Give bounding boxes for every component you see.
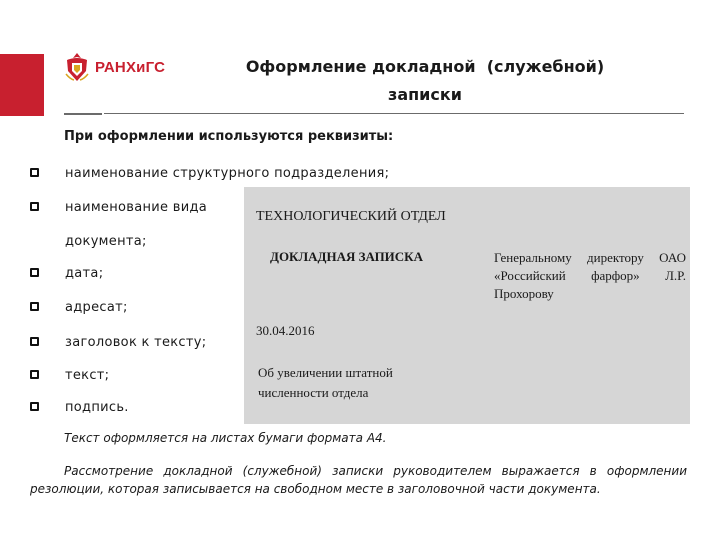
emblem-icon bbox=[64, 52, 90, 82]
bullet-icon bbox=[30, 337, 39, 346]
logo-text: РАНХиГС bbox=[95, 58, 166, 76]
resolution-paragraph: Рассмотрение докладной (служебной) записки руководителем выражается в оформлении резолюции, которая записывается на свободном месте в заголовочной части документа. bbox=[30, 464, 687, 496]
example-doc-type: ДОКЛАДНАЯ ЗАПИСКА bbox=[270, 249, 423, 264]
example-document bbox=[244, 187, 690, 424]
bullet-icon bbox=[30, 302, 39, 311]
title-line-1: Оформление докладной (служебной) bbox=[245, 57, 605, 76]
bullet-icon bbox=[30, 370, 39, 379]
divider-long bbox=[104, 113, 684, 114]
bullet-icon bbox=[30, 268, 39, 277]
bullet-icon bbox=[30, 168, 39, 177]
example-date: 30.04.2016 bbox=[256, 323, 315, 338]
divider-short bbox=[64, 113, 102, 115]
example-department: ТЕХНОЛОГИЧЕСКИЙ ОТДЕЛ bbox=[256, 209, 446, 224]
example-subject: Об увеличении штатной численности отдела bbox=[258, 365, 393, 400]
bullet-icon bbox=[30, 202, 39, 211]
accent-bar bbox=[0, 54, 44, 116]
format-note: Текст оформляется на листах бумаги формата А4. bbox=[64, 431, 387, 445]
ranepa-logo bbox=[64, 50, 174, 84]
intro-text: При оформлении используются реквизиты: bbox=[64, 129, 394, 144]
page-title bbox=[205, 53, 645, 109]
title-line-2: записки bbox=[388, 85, 462, 104]
example-recipient: Генеральному директору ОАО «Российский фарфор» Л.Р. Прохорову bbox=[494, 250, 686, 301]
bullet-icon bbox=[30, 402, 39, 411]
